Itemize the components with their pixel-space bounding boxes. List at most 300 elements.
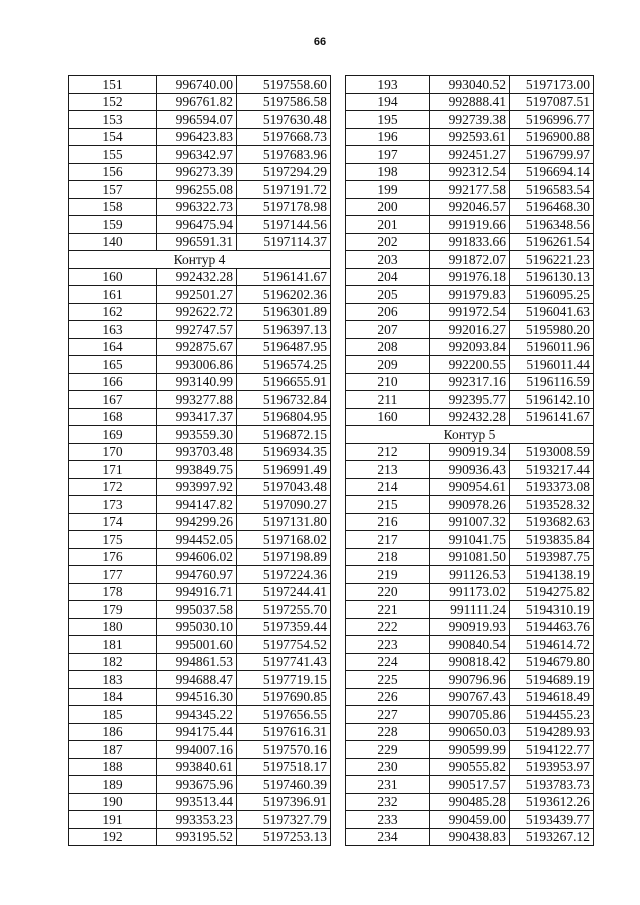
x-coordinate-cell: 994147.82 [157, 496, 237, 514]
x-coordinate-cell: 990796.96 [430, 671, 510, 689]
point-number-cell: 151 [69, 76, 157, 94]
table-row [69, 443, 331, 461]
y-coordinate-cell: 5194689.19 [510, 671, 594, 689]
y-coordinate-cell: 5197173.00 [510, 76, 594, 94]
x-coordinate-cell: 993513.44 [157, 793, 237, 811]
point-number-cell: 192 [69, 828, 157, 846]
table-row [346, 233, 594, 251]
y-coordinate-cell: 5197616.31 [237, 723, 331, 741]
point-number-cell: 215 [346, 496, 430, 514]
x-coordinate-cell: 990919.34 [430, 443, 510, 461]
table-row [69, 268, 331, 286]
x-coordinate-cell: 996740.00 [157, 76, 237, 94]
point-number-cell: 169 [69, 426, 157, 444]
table-row [69, 408, 331, 426]
point-number-cell: 183 [69, 671, 157, 689]
table-row [346, 566, 594, 584]
point-number-cell: 234 [346, 828, 430, 846]
x-coordinate-cell: 990438.83 [430, 828, 510, 846]
y-coordinate-cell: 5196468.30 [510, 198, 594, 216]
point-number-cell: 160 [346, 408, 430, 426]
x-coordinate-cell: 996423.83 [157, 128, 237, 146]
table-row [346, 636, 594, 654]
point-number-cell: 180 [69, 618, 157, 636]
table-row [69, 356, 331, 374]
x-coordinate-cell: 991972.54 [430, 303, 510, 321]
x-coordinate-cell: 990818.42 [430, 653, 510, 671]
y-coordinate-cell: 5193783.73 [510, 776, 594, 794]
point-number-cell: 172 [69, 478, 157, 496]
y-coordinate-cell: 5196011.96 [510, 338, 594, 356]
table-row [69, 338, 331, 356]
x-coordinate-cell: 992046.57 [430, 198, 510, 216]
point-number-cell: 189 [69, 776, 157, 794]
point-number-cell: 223 [346, 636, 430, 654]
table-row [346, 531, 594, 549]
table-row [69, 76, 331, 94]
point-number-cell: 198 [346, 163, 430, 181]
x-coordinate-cell: 992432.28 [157, 268, 237, 286]
table-row [69, 653, 331, 671]
x-coordinate-cell: 992888.41 [430, 93, 510, 111]
table-row [69, 216, 331, 234]
y-coordinate-cell: 5193953.97 [510, 758, 594, 776]
table-row [346, 338, 594, 356]
point-number-cell: 199 [346, 181, 430, 199]
table-row [346, 793, 594, 811]
x-coordinate-cell: 993353.23 [157, 811, 237, 829]
table-row [346, 653, 594, 671]
table-row [69, 706, 331, 724]
point-number-cell: 230 [346, 758, 430, 776]
x-coordinate-cell: 991979.83 [430, 286, 510, 304]
y-coordinate-cell: 5194614.72 [510, 636, 594, 654]
table-row [346, 688, 594, 706]
x-coordinate-cell: 992093.84 [430, 338, 510, 356]
y-coordinate-cell: 5197586.58 [237, 93, 331, 111]
x-coordinate-cell: 992200.55 [430, 356, 510, 374]
point-number-cell: 166 [69, 373, 157, 391]
x-coordinate-cell: 996322.73 [157, 198, 237, 216]
point-number-cell: 195 [346, 111, 430, 129]
table-row [346, 601, 594, 619]
x-coordinate-cell: 991976.18 [430, 268, 510, 286]
table-row [69, 741, 331, 759]
x-coordinate-cell: 996342.97 [157, 146, 237, 164]
x-coordinate-cell: 994299.26 [157, 513, 237, 531]
y-coordinate-cell: 5197114.37 [237, 233, 331, 251]
x-coordinate-cell: 996761.82 [157, 93, 237, 111]
table-row [346, 671, 594, 689]
coordinates-table-right [345, 75, 594, 846]
section-title: Контур 4 [69, 251, 331, 269]
point-number-cell: 154 [69, 128, 157, 146]
x-coordinate-cell: 993840.61 [157, 758, 237, 776]
table-row [69, 723, 331, 741]
x-coordinate-cell: 993849.75 [157, 461, 237, 479]
table-row [69, 461, 331, 479]
table-row [346, 303, 594, 321]
point-number-cell: 157 [69, 181, 157, 199]
point-number-cell: 152 [69, 93, 157, 111]
section-header-row [346, 426, 594, 444]
coordinates-table-right-body [346, 76, 594, 846]
x-coordinate-cell: 994452.05 [157, 531, 237, 549]
point-number-cell: 201 [346, 216, 430, 234]
x-coordinate-cell: 996475.94 [157, 216, 237, 234]
table-row [346, 741, 594, 759]
x-coordinate-cell: 993040.52 [430, 76, 510, 94]
section-header-row [69, 251, 331, 269]
y-coordinate-cell: 5197043.48 [237, 478, 331, 496]
point-number-cell: 164 [69, 338, 157, 356]
y-coordinate-cell: 5196583.54 [510, 181, 594, 199]
point-number-cell: 197 [346, 146, 430, 164]
table-row [346, 758, 594, 776]
point-number-cell: 221 [346, 601, 430, 619]
y-coordinate-cell: 5197359.44 [237, 618, 331, 636]
y-coordinate-cell: 5193267.12 [510, 828, 594, 846]
y-coordinate-cell: 5196694.14 [510, 163, 594, 181]
table-row [69, 303, 331, 321]
point-number-cell: 181 [69, 636, 157, 654]
x-coordinate-cell: 994175.44 [157, 723, 237, 741]
table-row [346, 723, 594, 741]
y-coordinate-cell: 5193528.32 [510, 496, 594, 514]
table-row [346, 776, 594, 794]
point-number-cell: 155 [69, 146, 157, 164]
x-coordinate-cell: 993006.86 [157, 356, 237, 374]
x-coordinate-cell: 990555.82 [430, 758, 510, 776]
x-coordinate-cell: 993140.99 [157, 373, 237, 391]
table-row [69, 758, 331, 776]
x-coordinate-cell: 990919.93 [430, 618, 510, 636]
x-coordinate-cell: 994861.53 [157, 653, 237, 671]
x-coordinate-cell: 992739.38 [430, 111, 510, 129]
point-number-cell: 224 [346, 653, 430, 671]
point-number-cell: 210 [346, 373, 430, 391]
point-number-cell: 212 [346, 443, 430, 461]
table-row [346, 76, 594, 94]
point-number-cell: 219 [346, 566, 430, 584]
y-coordinate-cell: 5194463.76 [510, 618, 594, 636]
y-coordinate-cell: 5197719.15 [237, 671, 331, 689]
x-coordinate-cell: 991081.50 [430, 548, 510, 566]
y-coordinate-cell: 5197518.17 [237, 758, 331, 776]
y-coordinate-cell: 5196095.25 [510, 286, 594, 304]
point-number-cell: 213 [346, 461, 430, 479]
y-coordinate-cell: 5196142.10 [510, 391, 594, 409]
y-coordinate-cell: 5196872.15 [237, 426, 331, 444]
x-coordinate-cell: 994516.30 [157, 688, 237, 706]
table-row [346, 356, 594, 374]
x-coordinate-cell: 996591.31 [157, 233, 237, 251]
x-coordinate-cell: 996273.39 [157, 163, 237, 181]
y-coordinate-cell: 5193835.84 [510, 531, 594, 549]
x-coordinate-cell: 993195.52 [157, 828, 237, 846]
point-number-cell: 193 [346, 76, 430, 94]
table-row [69, 286, 331, 304]
table-row [346, 128, 594, 146]
point-number-cell: 171 [69, 461, 157, 479]
table-row [69, 163, 331, 181]
table-row [69, 146, 331, 164]
x-coordinate-cell: 991919.66 [430, 216, 510, 234]
x-coordinate-cell: 995030.10 [157, 618, 237, 636]
table-row [69, 426, 331, 444]
x-coordinate-cell: 992451.27 [430, 146, 510, 164]
x-coordinate-cell: 991872.07 [430, 251, 510, 269]
y-coordinate-cell: 5197558.60 [237, 76, 331, 94]
point-number-cell: 174 [69, 513, 157, 531]
point-number-cell: 185 [69, 706, 157, 724]
x-coordinate-cell: 991111.24 [430, 601, 510, 619]
x-coordinate-cell: 994760.97 [157, 566, 237, 584]
table-row [69, 478, 331, 496]
x-coordinate-cell: 993417.37 [157, 408, 237, 426]
point-number-cell: 184 [69, 688, 157, 706]
x-coordinate-cell: 995037.58 [157, 601, 237, 619]
point-number-cell: 188 [69, 758, 157, 776]
point-number-cell: 232 [346, 793, 430, 811]
table-row [69, 93, 331, 111]
y-coordinate-cell: 5194122.77 [510, 741, 594, 759]
table-row [346, 268, 594, 286]
table-row [69, 198, 331, 216]
table-row [69, 111, 331, 129]
y-coordinate-cell: 5197570.16 [237, 741, 331, 759]
point-number-cell: 194 [346, 93, 430, 111]
y-coordinate-cell: 5196301.89 [237, 303, 331, 321]
x-coordinate-cell: 996594.07 [157, 111, 237, 129]
x-coordinate-cell: 990978.26 [430, 496, 510, 514]
x-coordinate-cell: 993997.92 [157, 478, 237, 496]
x-coordinate-cell: 994007.16 [157, 741, 237, 759]
x-coordinate-cell: 990650.03 [430, 723, 510, 741]
y-coordinate-cell: 5196900.88 [510, 128, 594, 146]
y-coordinate-cell: 5197656.55 [237, 706, 331, 724]
coordinates-table-left-body [69, 76, 331, 846]
x-coordinate-cell: 992432.28 [430, 408, 510, 426]
x-coordinate-cell: 991173.02 [430, 583, 510, 601]
table-row [346, 286, 594, 304]
table-row [346, 111, 594, 129]
table-row [69, 233, 331, 251]
y-coordinate-cell: 5196574.25 [237, 356, 331, 374]
table-row [69, 128, 331, 146]
x-coordinate-cell: 992016.27 [430, 321, 510, 339]
point-number-cell: 228 [346, 723, 430, 741]
point-number-cell: 220 [346, 583, 430, 601]
y-coordinate-cell: 5197754.52 [237, 636, 331, 654]
point-number-cell: 162 [69, 303, 157, 321]
point-number-cell: 173 [69, 496, 157, 514]
y-coordinate-cell: 5197396.91 [237, 793, 331, 811]
y-coordinate-cell: 5193987.75 [510, 548, 594, 566]
coordinates-table-left [68, 75, 331, 846]
point-number-cell: 216 [346, 513, 430, 531]
table-row [346, 461, 594, 479]
point-number-cell: 165 [69, 356, 157, 374]
point-number-cell: 182 [69, 653, 157, 671]
y-coordinate-cell: 5196991.49 [237, 461, 331, 479]
table-row [346, 181, 594, 199]
point-number-cell: 158 [69, 198, 157, 216]
point-number-cell: 233 [346, 811, 430, 829]
point-number-cell: 190 [69, 793, 157, 811]
y-coordinate-cell: 5194679.80 [510, 653, 594, 671]
point-number-cell: 227 [346, 706, 430, 724]
table-row [346, 478, 594, 496]
table-row [69, 321, 331, 339]
table-row [69, 566, 331, 584]
table-row [69, 181, 331, 199]
table-row [69, 776, 331, 794]
table-row [69, 496, 331, 514]
x-coordinate-cell: 994345.22 [157, 706, 237, 724]
point-number-cell: 170 [69, 443, 157, 461]
y-coordinate-cell: 5197690.85 [237, 688, 331, 706]
y-coordinate-cell: 5197294.29 [237, 163, 331, 181]
table-row [69, 601, 331, 619]
point-number-cell: 153 [69, 111, 157, 129]
x-coordinate-cell: 993675.96 [157, 776, 237, 794]
table-row [69, 636, 331, 654]
x-coordinate-cell: 993559.30 [157, 426, 237, 444]
y-coordinate-cell: 5196221.23 [510, 251, 594, 269]
table-row [346, 251, 594, 269]
point-number-cell: 229 [346, 741, 430, 759]
y-coordinate-cell: 5197668.73 [237, 128, 331, 146]
y-coordinate-cell: 5197327.79 [237, 811, 331, 829]
point-number-cell: 204 [346, 268, 430, 286]
y-coordinate-cell: 5196655.91 [237, 373, 331, 391]
y-coordinate-cell: 5194275.82 [510, 583, 594, 601]
y-coordinate-cell: 5193217.44 [510, 461, 594, 479]
x-coordinate-cell: 992593.61 [430, 128, 510, 146]
table-row [69, 548, 331, 566]
table-row [69, 793, 331, 811]
y-coordinate-cell: 5193682.63 [510, 513, 594, 531]
table-row [346, 321, 594, 339]
y-coordinate-cell: 5196732.84 [237, 391, 331, 409]
x-coordinate-cell: 990517.57 [430, 776, 510, 794]
x-coordinate-cell: 990485.28 [430, 793, 510, 811]
y-coordinate-cell: 5196996.77 [510, 111, 594, 129]
y-coordinate-cell: 5196011.44 [510, 356, 594, 374]
point-number-cell: 177 [69, 566, 157, 584]
y-coordinate-cell: 5197741.43 [237, 653, 331, 671]
x-coordinate-cell: 990599.99 [430, 741, 510, 759]
point-number-cell: 175 [69, 531, 157, 549]
point-number-cell: 205 [346, 286, 430, 304]
y-coordinate-cell: 5196116.59 [510, 373, 594, 391]
y-coordinate-cell: 5197255.70 [237, 601, 331, 619]
point-number-cell: 211 [346, 391, 430, 409]
table-row [346, 146, 594, 164]
table-row [346, 811, 594, 829]
point-number-cell: 163 [69, 321, 157, 339]
table-row [346, 618, 594, 636]
y-coordinate-cell: 5197198.89 [237, 548, 331, 566]
y-coordinate-cell: 5196041.63 [510, 303, 594, 321]
x-coordinate-cell: 992747.57 [157, 321, 237, 339]
section-title: Контур 5 [346, 426, 594, 444]
table-row [346, 583, 594, 601]
x-coordinate-cell: 995001.60 [157, 636, 237, 654]
point-number-cell: 186 [69, 723, 157, 741]
x-coordinate-cell: 993703.48 [157, 443, 237, 461]
y-coordinate-cell: 5196141.67 [510, 408, 594, 426]
y-coordinate-cell: 5194289.93 [510, 723, 594, 741]
point-number-cell: 167 [69, 391, 157, 409]
x-coordinate-cell: 990767.43 [430, 688, 510, 706]
point-number-cell: 196 [346, 128, 430, 146]
x-coordinate-cell: 990705.86 [430, 706, 510, 724]
y-coordinate-cell: 5197253.13 [237, 828, 331, 846]
y-coordinate-cell: 5195980.20 [510, 321, 594, 339]
point-number-cell: 209 [346, 356, 430, 374]
table-row [346, 216, 594, 234]
x-coordinate-cell: 992622.72 [157, 303, 237, 321]
x-coordinate-cell: 996255.08 [157, 181, 237, 199]
x-coordinate-cell: 990936.43 [430, 461, 510, 479]
point-number-cell: 202 [346, 233, 430, 251]
table-row [69, 618, 331, 636]
table-row [346, 373, 594, 391]
x-coordinate-cell: 992312.54 [430, 163, 510, 181]
table-row [346, 93, 594, 111]
y-coordinate-cell: 5197087.51 [510, 93, 594, 111]
point-number-cell: 206 [346, 303, 430, 321]
point-number-cell: 225 [346, 671, 430, 689]
y-coordinate-cell: 5197090.27 [237, 496, 331, 514]
point-number-cell: 160 [69, 268, 157, 286]
x-coordinate-cell: 991833.66 [430, 233, 510, 251]
y-coordinate-cell: 5194455.23 [510, 706, 594, 724]
point-number-cell: 168 [69, 408, 157, 426]
y-coordinate-cell: 5194310.19 [510, 601, 594, 619]
y-coordinate-cell: 5197191.72 [237, 181, 331, 199]
x-coordinate-cell: 990840.54 [430, 636, 510, 654]
x-coordinate-cell: 994606.02 [157, 548, 237, 566]
table-row [69, 671, 331, 689]
table-row [346, 198, 594, 216]
y-coordinate-cell: 5194618.49 [510, 688, 594, 706]
point-number-cell: 217 [346, 531, 430, 549]
point-number-cell: 187 [69, 741, 157, 759]
y-coordinate-cell: 5197224.36 [237, 566, 331, 584]
y-coordinate-cell: 5196141.67 [237, 268, 331, 286]
table-row [346, 443, 594, 461]
table-row [346, 163, 594, 181]
y-coordinate-cell: 5197178.98 [237, 198, 331, 216]
y-coordinate-cell: 5196348.56 [510, 216, 594, 234]
y-coordinate-cell: 5196130.13 [510, 268, 594, 286]
table-row [69, 583, 331, 601]
table-row [69, 688, 331, 706]
point-number-cell: 208 [346, 338, 430, 356]
point-number-cell: 207 [346, 321, 430, 339]
page-number: 66 [313, 36, 327, 48]
x-coordinate-cell: 992177.58 [430, 181, 510, 199]
x-coordinate-cell: 994916.71 [157, 583, 237, 601]
point-number-cell: 176 [69, 548, 157, 566]
y-coordinate-cell: 5196934.35 [237, 443, 331, 461]
point-number-cell: 200 [346, 198, 430, 216]
y-coordinate-cell: 5193373.08 [510, 478, 594, 496]
point-number-cell: 156 [69, 163, 157, 181]
